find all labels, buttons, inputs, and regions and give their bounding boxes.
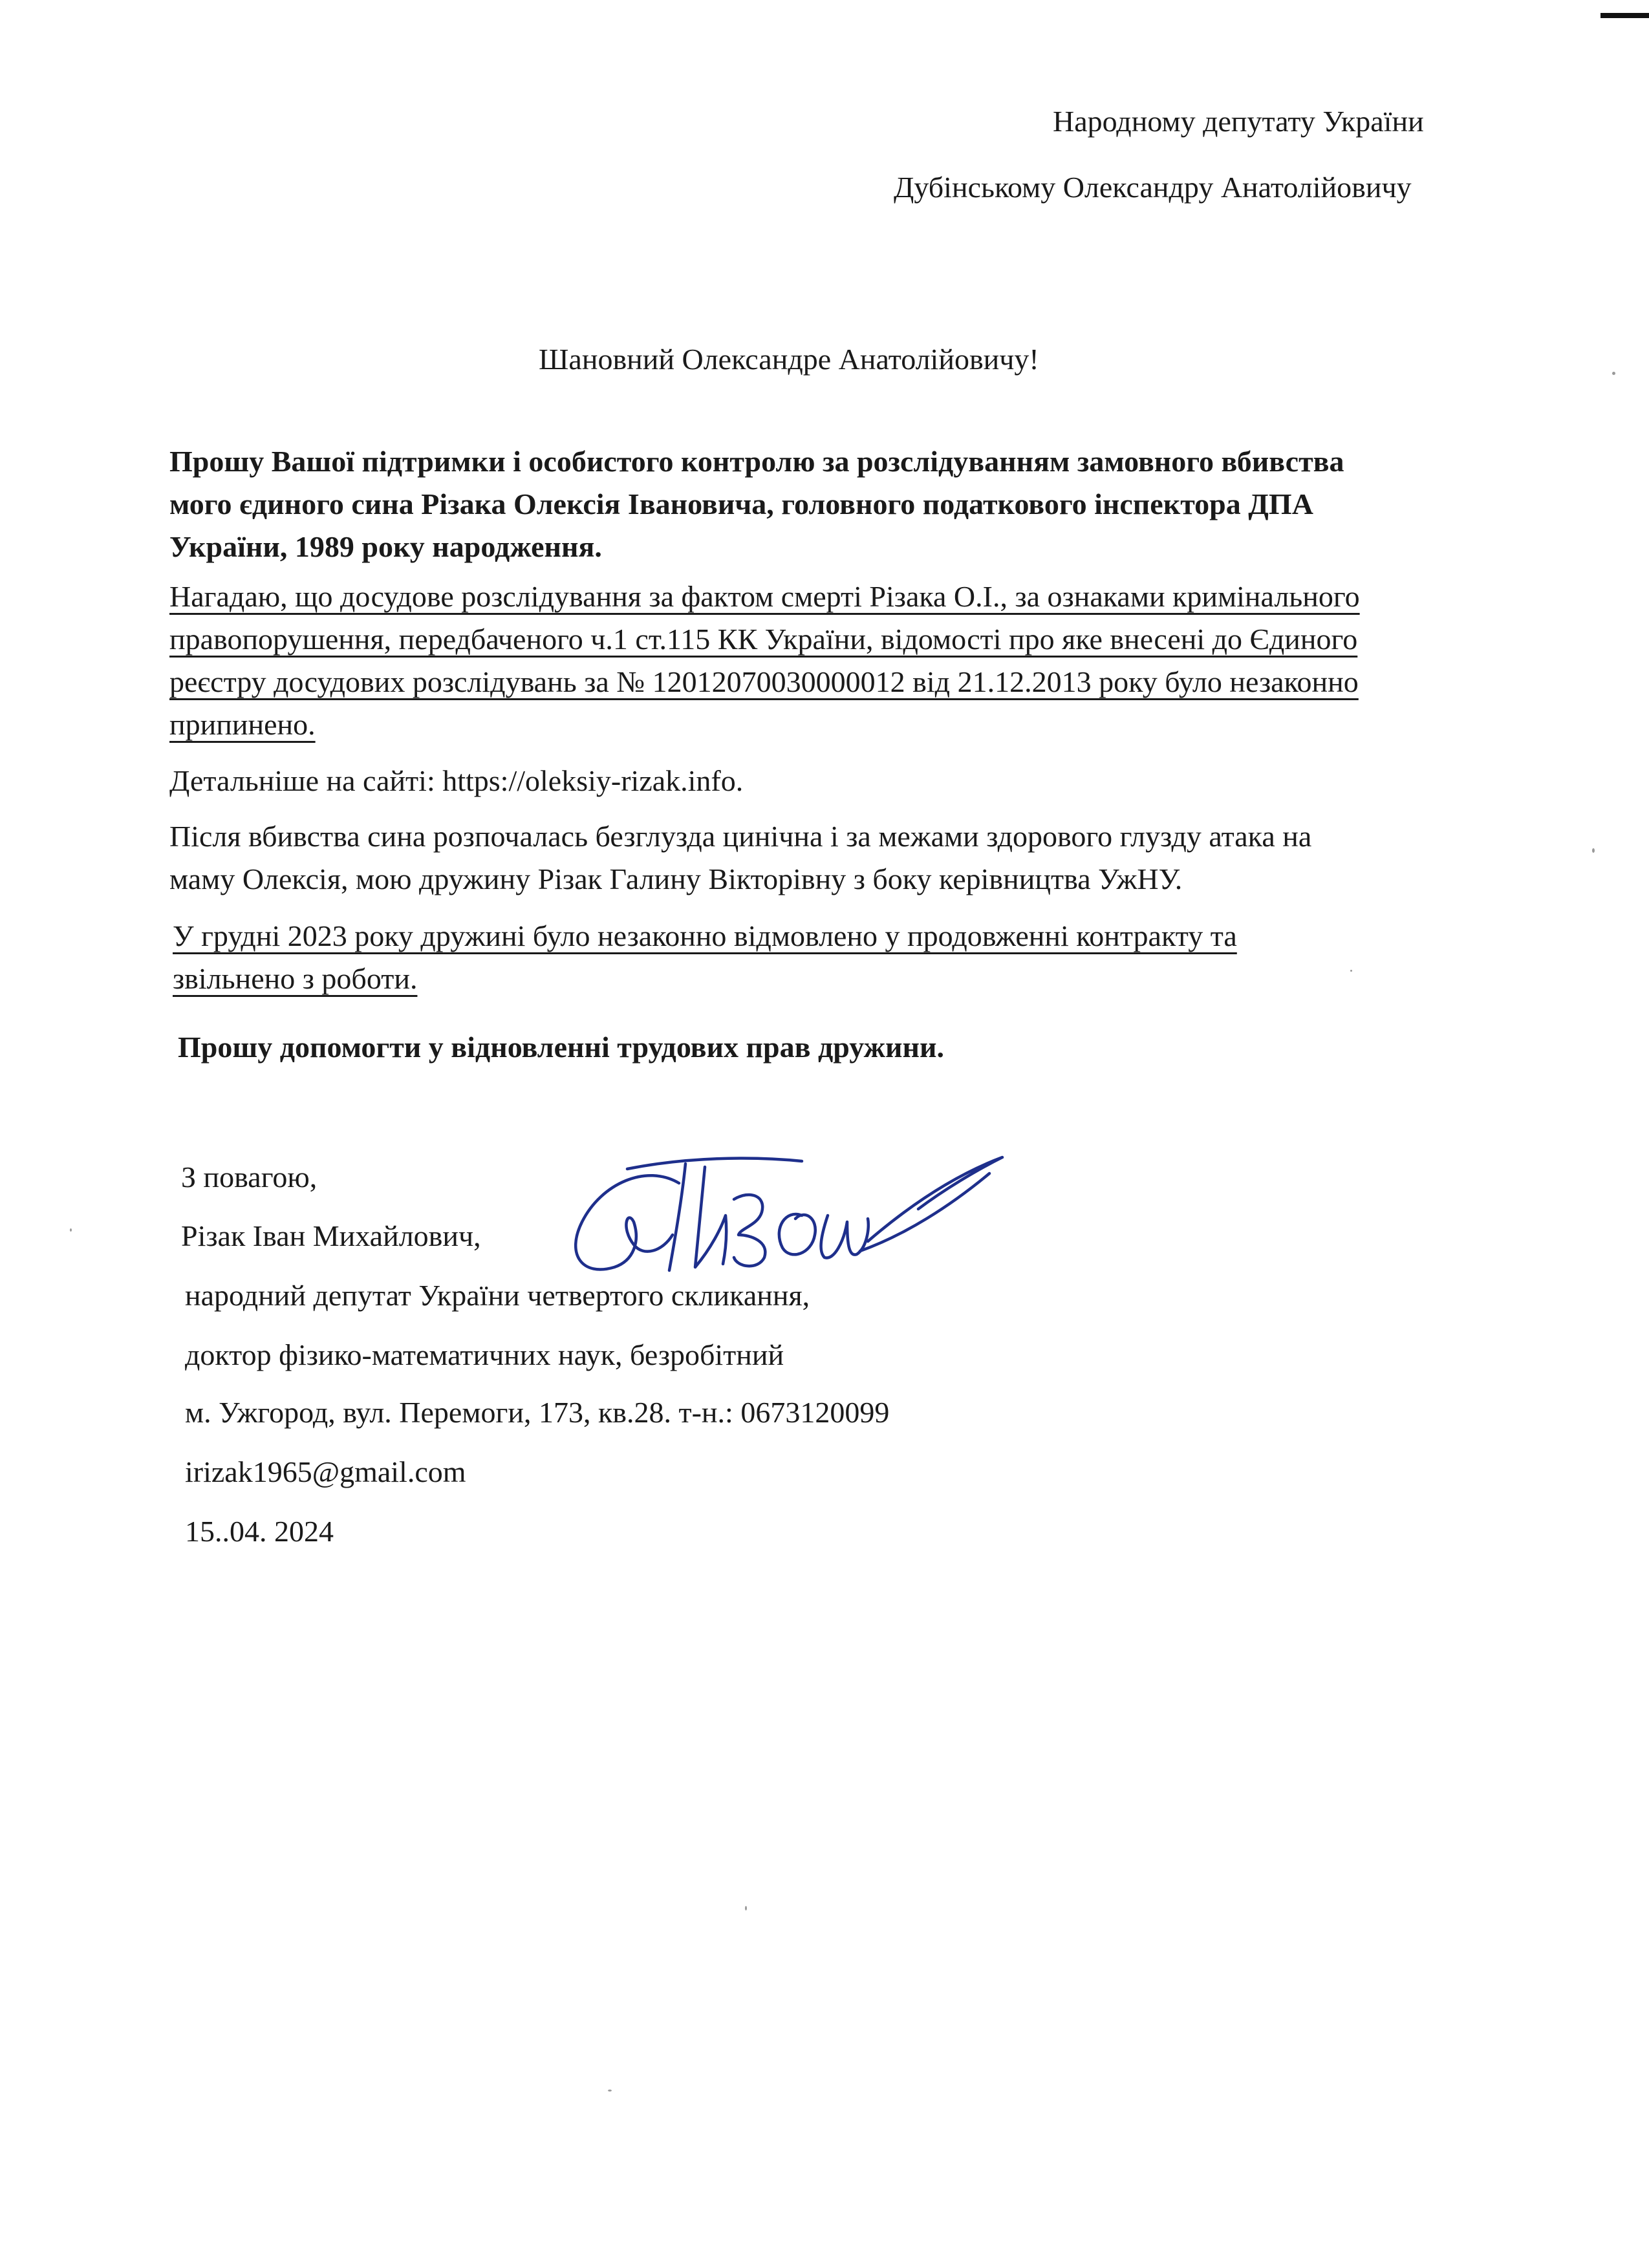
reminder-line-1: Нагадаю, що досудове розслідування за фактом смерті Різака О.І., за ознаками кримінального — [169, 580, 1360, 613]
date: 15..04. 2024 — [185, 1515, 334, 1548]
help-request: Прошу допомогти у відновленні трудових прав дружини. — [178, 1031, 944, 1064]
dismissal-line-1: У грудні 2023 року дружині було незаконно відмовлено у продовженні контракту та — [173, 919, 1237, 952]
request-line-1: Прошу Вашої підтримки і особистого контролю за розслідуванням замовного вбивства — [169, 445, 1344, 478]
sender-degree: доктор фізико-математичних наук, безробітний — [185, 1338, 784, 1371]
request-line-2: мого єдиного сина Різака Олексія Івановича, головного податкового інспектора ДПА — [169, 487, 1313, 520]
sender-email: irizak1965@gmail.com — [185, 1455, 466, 1488]
scan-speck — [70, 1228, 72, 1232]
reminder-line-2: правопорушення, передбаченого ч.1 ст.115 КК України, відомості про яке внесені до Єдиного — [169, 623, 1358, 656]
request-line-3: України, 1989 року народження. — [169, 530, 602, 563]
details-line: Детальніше на сайті: https://oleksiy-rizak.info. — [169, 764, 744, 797]
scan-edge-mark — [1600, 13, 1649, 18]
attack-line-2: маму Олексія, мою дружину Різак Галину Вікторівну з боку керівництва УжНУ. — [169, 862, 1183, 895]
scan-speck — [745, 1906, 747, 1910]
sender-address: м. Ужгород, вул. Перемоги, 173, кв.28. т-н.: 0673120099 — [185, 1396, 890, 1429]
handwritten-signature — [556, 1138, 1022, 1287]
reminder-line-3: реєстру досудових розслідувань за № 12012070030000012 від 21.12.2013 року було незаконно — [169, 665, 1359, 698]
closing: З повагою, — [181, 1161, 318, 1193]
scan-speck — [1612, 372, 1615, 375]
reminder-line-4: припинено. — [169, 708, 316, 741]
scan-speck — [1592, 848, 1595, 853]
scan-speck — [1350, 970, 1352, 972]
recipient-line-1: Народному депутату України — [1053, 105, 1424, 138]
scan-speck — [608, 2090, 612, 2091]
salutation: Шановний Олександре Анатолійовичу! — [539, 343, 1039, 376]
dismissal-line-2: звільнено з роботи. — [173, 962, 418, 995]
sender-title: народний депутат України четвертого скликання, — [185, 1279, 810, 1312]
attack-line-1: Після вбивства сина розпочалась безглузда цинічна і за межами здорового глузду атака на — [169, 820, 1312, 853]
sender-name: Різак Іван Михайлович, — [181, 1219, 481, 1252]
recipient-line-2: Дубінському Олександру Анатолійовичу — [894, 171, 1412, 204]
